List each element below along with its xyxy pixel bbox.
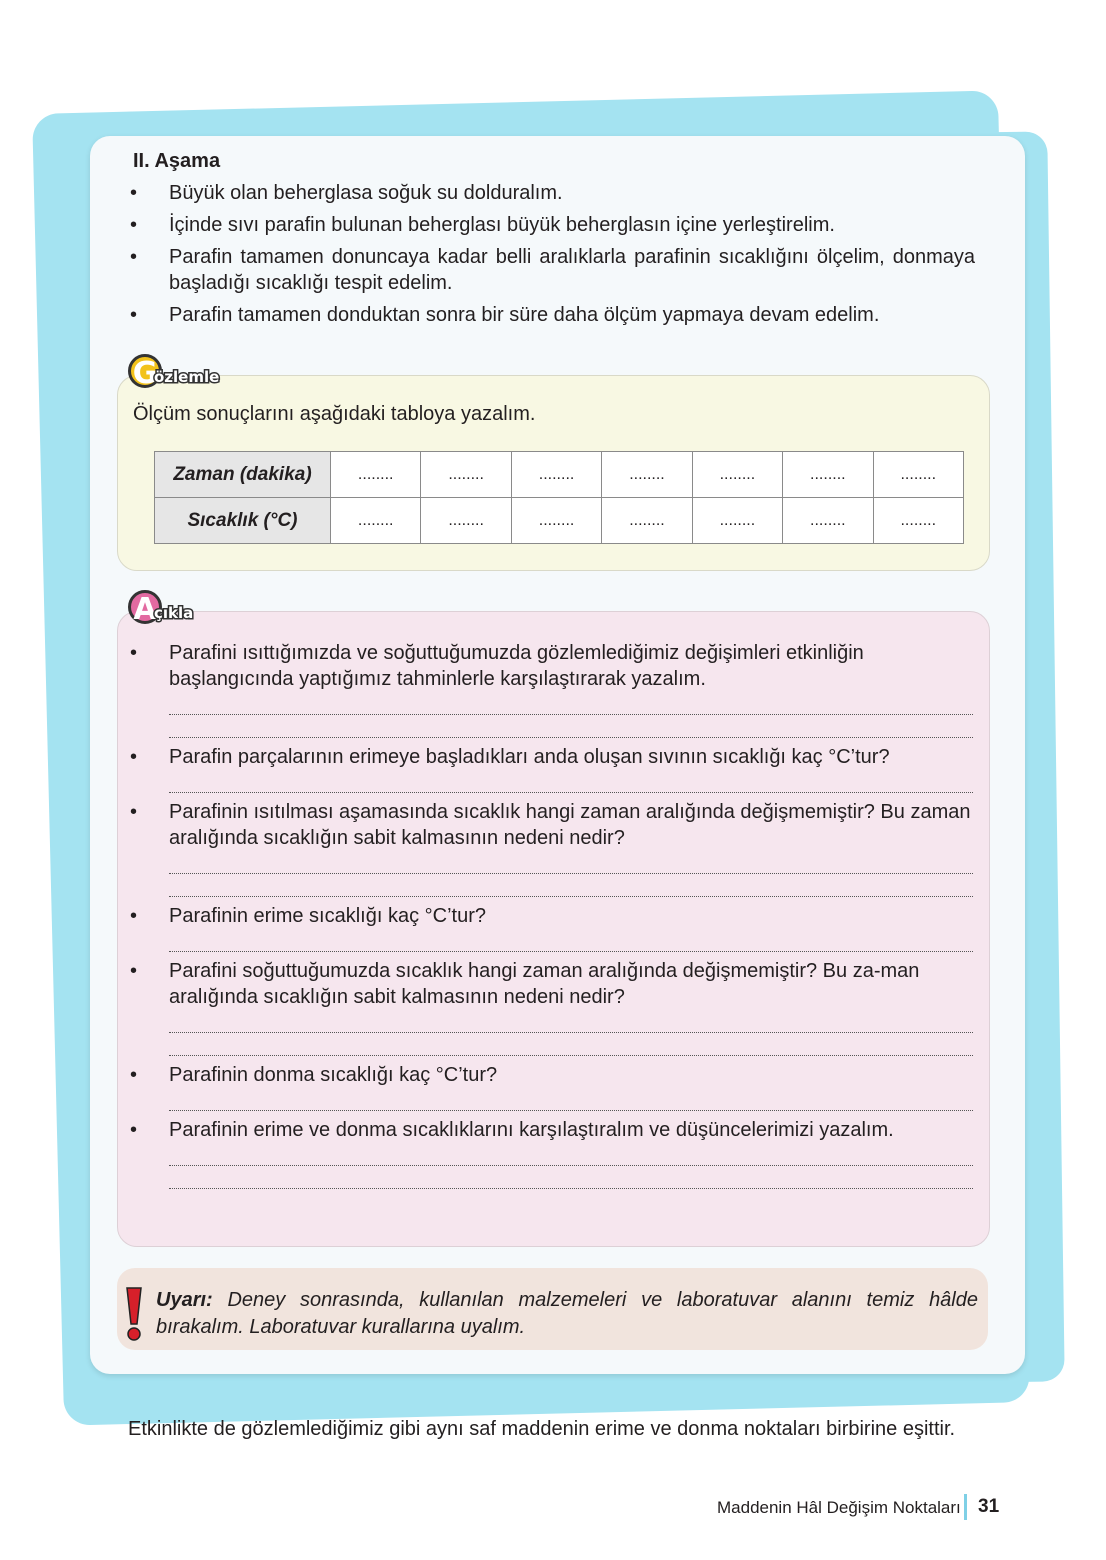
- table-cell[interactable]: ........: [331, 498, 421, 544]
- stage-step: [130, 302, 975, 328]
- explain-badge-word: çıkla: [154, 604, 194, 622]
- stage-step: [130, 180, 975, 206]
- list-item: [130, 799, 973, 897]
- observe-badge-letter: G: [128, 354, 162, 388]
- bullet: •: [130, 1064, 138, 1086]
- bullet: •: [130, 304, 138, 326]
- list-item: [130, 1062, 973, 1111]
- summary-text: Etkinlikte de gözlemlediğimiz gibi aynı saf maddenin erime ve donma noktaları birbirine eşittir.: [128, 1418, 956, 1440]
- exclamation-icon: [124, 1286, 144, 1342]
- page-number: 31: [978, 1496, 1000, 1517]
- table-cell[interactable]: ........: [421, 452, 511, 498]
- observe-intro: Ölçüm sonuçlarını aşağıdaki tabloya yazalım.: [133, 403, 536, 425]
- answer-line[interactable]: [169, 1054, 973, 1056]
- stage-step-text: Parafin tamamen donduktan sonra bir süre daha ölçüm yapmaya devam edelim.: [169, 304, 880, 326]
- table-cell[interactable]: ........: [873, 498, 963, 544]
- list-item: [130, 640, 973, 738]
- answer-line[interactable]: [169, 1109, 973, 1111]
- measurement-table: [154, 451, 964, 544]
- list-item: [130, 958, 973, 1056]
- stage-step-text: İçinde sıvı parafin bulunan beherglası büyük beherglasın içine yerleştirelim.: [169, 214, 835, 236]
- list-item: [130, 903, 973, 952]
- table-cell[interactable]: ........: [692, 498, 782, 544]
- list-item: [130, 744, 973, 793]
- bullet: •: [130, 1119, 138, 1141]
- table-cell[interactable]: ........: [421, 498, 511, 544]
- question-text: Parafinin donma sıcaklığı kaç °C’tur?: [169, 1064, 498, 1086]
- stage-title: II. Aşama: [133, 150, 221, 172]
- warning-body: Deney sonrasında, kullanılan malzemeleri ve laboratuvar alanını temiz hâlde bırakalım. Laboratuvar kurallarına uyalım.: [156, 1289, 978, 1338]
- question-text: Parafinin ısıtılması aşamasında sıcaklık hangi zaman aralığında değişmemiştir? Bu zaman aralığında sıcaklığın sabit kalmasının nedeni nedir?: [169, 801, 971, 849]
- list-item: [130, 1117, 973, 1189]
- table-cell[interactable]: ........: [331, 452, 421, 498]
- bullet: •: [130, 246, 138, 268]
- stage-step-text: Parafin tamamen donuncaya kadar belli aralıklarla parafinin sıcaklığını ölçelim, donmaya başladığı sıcaklığı tespit edelim.: [169, 246, 975, 294]
- table-cell[interactable]: ........: [602, 452, 692, 498]
- table-cell[interactable]: ........: [692, 452, 782, 498]
- stage-step: [130, 212, 975, 238]
- bullet: •: [130, 960, 138, 982]
- answer-line[interactable]: [169, 1187, 973, 1189]
- bullet: •: [130, 642, 138, 664]
- question-text: Parafini soğuttuğumuzda sıcaklık hangi zaman aralığında değişmemiştir? Bu za-man aralığında sıcaklığın sabit kalmasının nedeni nedir?: [169, 960, 920, 1008]
- answer-line[interactable]: [169, 872, 973, 874]
- row-header: Sıcaklık (°C): [155, 498, 331, 544]
- question-text: Parafin parçalarının erimeye başladıkları anda oluşan sıvının sıcaklığı kaç °C’tur?: [169, 746, 890, 768]
- warning-label: Uyarı:: [156, 1289, 213, 1311]
- warning-text: [156, 1287, 978, 1341]
- question-text: Parafinin erime sıcaklığı kaç °C’tur?: [169, 905, 487, 927]
- bullet: •: [130, 182, 138, 204]
- bullet: •: [130, 746, 138, 768]
- answer-line[interactable]: [169, 895, 973, 897]
- table-cell[interactable]: ........: [783, 498, 873, 544]
- question-text: Parafini ısıttığımızda ve soğuttuğumuzda gözlemlediğimiz değişimleri etkinliğin başlangıcında yaptığımız tahminlerle karşılaştırarak yazalım.: [169, 642, 864, 690]
- answer-line[interactable]: [169, 1164, 973, 1166]
- bullet: •: [130, 801, 138, 823]
- row-header: Zaman (dakika): [155, 452, 331, 498]
- explain-badge-letter: A: [128, 590, 162, 624]
- stage-step-text: Büyük olan beherglasa soğuk su dolduralım.: [169, 182, 563, 204]
- table-row: [155, 452, 964, 498]
- table-cell[interactable]: ........: [602, 498, 692, 544]
- answer-line[interactable]: [169, 791, 973, 793]
- answer-line[interactable]: [169, 713, 973, 715]
- footer-divider: [964, 1494, 967, 1520]
- answer-line[interactable]: [169, 736, 973, 738]
- table-cell[interactable]: ........: [511, 452, 601, 498]
- answer-line[interactable]: [169, 1031, 973, 1033]
- observe-badge-word: özlemle: [154, 368, 220, 386]
- table-cell[interactable]: ........: [783, 452, 873, 498]
- footer-title: Maddenin Hâl Değişim Noktaları: [717, 1498, 961, 1517]
- stage-step: [130, 244, 975, 296]
- question-text: Parafinin erime ve donma sıcaklıklarını karşılaştıralım ve düşüncelerimizi yazalım.: [169, 1119, 894, 1141]
- explain-questions: [130, 640, 973, 1195]
- answer-line[interactable]: [169, 950, 973, 952]
- table-row: [155, 498, 964, 544]
- bullet: •: [130, 905, 138, 927]
- table-cell[interactable]: ........: [873, 452, 963, 498]
- table-cell[interactable]: ........: [511, 498, 601, 544]
- stage-steps: [130, 180, 975, 334]
- bullet: •: [130, 214, 138, 236]
